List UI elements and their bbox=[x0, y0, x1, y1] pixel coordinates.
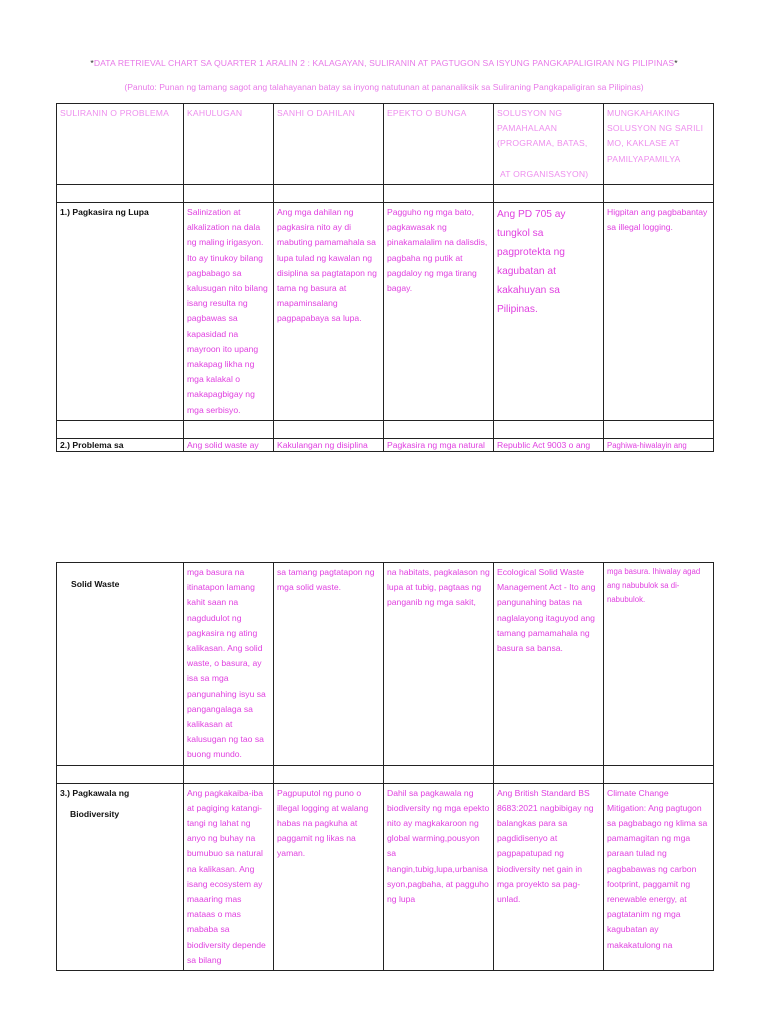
spacer-row bbox=[57, 420, 714, 438]
blank-cell bbox=[494, 765, 604, 783]
cell-sanhi: sa tamang pagtatapon ng mga solid waste. bbox=[274, 563, 384, 766]
blank-cell bbox=[184, 185, 274, 203]
cell-epekto: Pagkasira ng mga natural bbox=[384, 438, 494, 451]
blank-cell bbox=[384, 420, 494, 438]
header-mungkahi: MUNGKAHAKING SOLUSYON NG SARILI MO, KAKLASE AT PAMILYAPAMILYA bbox=[604, 104, 714, 185]
cell-sanhi: Kakulangan ng disiplina bbox=[274, 438, 384, 451]
table-row bbox=[57, 563, 714, 766]
blank-cell bbox=[274, 420, 384, 438]
title-star-end: * bbox=[674, 58, 678, 68]
cell-mungkahi: Paghiwa-hiwalayin ang bbox=[604, 438, 714, 451]
blank-cell bbox=[384, 185, 494, 203]
header-epekto: EPEKTO O BUNGA bbox=[384, 104, 494, 185]
row-label: 2.) Problema sa bbox=[57, 438, 184, 451]
blank-cell bbox=[384, 765, 494, 783]
table-row bbox=[57, 203, 714, 421]
blank-cell bbox=[274, 185, 384, 203]
blank-cell bbox=[57, 765, 184, 783]
table-row bbox=[57, 783, 714, 970]
header-row bbox=[57, 104, 714, 185]
cell-mungkahi: Higpitan ang pagbabantay sa illegal logging. bbox=[604, 203, 714, 421]
data-retrieval-table-part1 bbox=[56, 103, 714, 452]
blank-cell bbox=[57, 185, 184, 203]
cell-kahulugan: Ang pagkakaiba-iba at pagiging katangi-tangi ng lahat ng anyo ng buhay na bumubuo sa natural na kalikasan. Ang isang ecosystem ay maaaring mas mataas o mas mababa sa biodiversity depende sa bilang bbox=[184, 783, 274, 970]
cell-kahulugan: Salinization at alkalization na dala ng maling irigasyon. Ito ay tinukoy bilang pagbabago sa kalusugan nito bilang isang resulta ng pagbawas sa kapasidad na mayroon ito upang makapag likha ng mga kalakal o makapagbigay ng mga serbisyo. bbox=[184, 203, 274, 421]
blank-cell bbox=[604, 765, 714, 783]
cell-solusyon: Republic Act 9003 o ang bbox=[494, 438, 604, 451]
cell-epekto: Dahil sa pagkawala ng biodiversity ng mga epekto nito ay magkakaroon ng global warming,pousyon sa hangin,tubig,lupa,urbanisasyon,pagbaha, at pagguho ng lupa bbox=[384, 783, 494, 970]
blank-cell bbox=[184, 765, 274, 783]
blank-cell bbox=[274, 765, 384, 783]
cell-epekto: na habitats, pagkalason ng lupa at tubig, pagtaas ng panganib ng mga sakit, bbox=[384, 563, 494, 766]
row-label: 1.) Pagkasira ng Lupa bbox=[57, 203, 184, 421]
blank-cell bbox=[494, 185, 604, 203]
spacer-row bbox=[57, 765, 714, 783]
cell-solusyon: Ang British Standard BS 8683:2021 nagbibigay ng balangkas para sa pagdidisenyo at pagpapatupad ng biodiversity net gain in mga proyekto sa pag-unlad. bbox=[494, 783, 604, 970]
blank-cell bbox=[494, 420, 604, 438]
header-solusyon-line2: AT ORGANISASYON) bbox=[500, 168, 589, 179]
row-label: Solid Waste bbox=[57, 563, 184, 766]
cell-kahulugan: mga basura na itinatapon lamang kahit saan na nagdudulot ng pagkasira ng ating kalikasan. Ang solid waste, o basura, ay isa sa mga pangunahing isyu sa pangangalaga sa kalikasan at kalusugan ng tao sa buong mundo. bbox=[184, 563, 274, 766]
cell-mungkahi: Climate Change Mitigation: Ang pagtugon sa pagbabago ng klima sa pamamagitan ng mga paraan tulad ng pagbabawas ng carbon footprint, paggamit ng renewable energy, at pagtatanim ng mga kagubatan ay makakatulong na bbox=[604, 783, 714, 970]
cell-solusyon: Ecological Solid Waste Management Act - Ito ang pangunahing batas na naglalayong itaguyod ang tamang pamamahala ng basura sa bansa. bbox=[494, 563, 604, 766]
data-retrieval-table-part2 bbox=[56, 562, 714, 971]
title-star: * bbox=[90, 58, 94, 68]
header-sanhi: SANHI O DAHILAN bbox=[274, 104, 384, 185]
title-text: DATA RETRIEVAL CHART SA QUARTER 1 ARALIN 2 : KALAGAYAN, SULIRANIN AT PAGTUGON SA ISYUNG PANGKAPALIGIRAN NG PILIPINAS bbox=[93, 58, 675, 68]
instructions: (Panuto: Punan ng tamang sagot ang talahayanan batay sa inyong natutunan at pananaliksik sa Suliraning Pangkapaligiran sa Pilipinas) bbox=[124, 82, 644, 92]
cell-solusyon: Ang PD 705 ay tungkol sa pagprotekta ng kagubatan at kakahuyan sa Pilipinas. bbox=[494, 203, 604, 421]
cell-sanhi: Ang mga dahilan ng pagkasira nito ay di mabuting pamamahala sa lupa tulad ng kawalan ng disiplina sa pagtatapon ng tama ng basura at mapaminsalang pagpapabaya sa lupa. bbox=[274, 203, 384, 421]
blank-cell bbox=[184, 420, 274, 438]
blank-cell bbox=[57, 420, 184, 438]
row-label-line1: 3.) Pagkawala ng bbox=[60, 787, 130, 798]
header-solusyon bbox=[494, 104, 604, 185]
header-solusyon-line1: SOLUSYON NG PAMAHALAAN (PROGRAMA, BATAS, bbox=[497, 108, 588, 149]
table-row bbox=[57, 438, 714, 451]
spacer-row bbox=[57, 185, 714, 203]
document-title bbox=[0, 58, 768, 68]
row-label bbox=[57, 783, 184, 970]
cell-kahulugan: Ang solid waste ay bbox=[184, 438, 274, 451]
header-kahulugan: KAHULUGAN bbox=[184, 104, 274, 185]
cell-epekto: Pagguho ng mga bato, pagkawasak ng pinakamalalim na dalisdis, pagbaha ng putik at pagdaloy ng mga tirang bagay. bbox=[384, 203, 494, 421]
cell-sanhi: Pagpuputol ng puno o illegal logging at walang habas na pagkuha at paggamit ng likas na yaman. bbox=[274, 783, 384, 970]
blank-cell bbox=[604, 185, 714, 203]
cell-mungkahi: mga basura. Ihiwalay agad ang nabubulok sa di-nabubulok. bbox=[604, 563, 714, 766]
header-suliranin: SULIRANIN O PROBLEMA bbox=[57, 104, 184, 185]
row-label-line2: Biodiversity bbox=[70, 808, 120, 819]
blank-cell bbox=[604, 420, 714, 438]
